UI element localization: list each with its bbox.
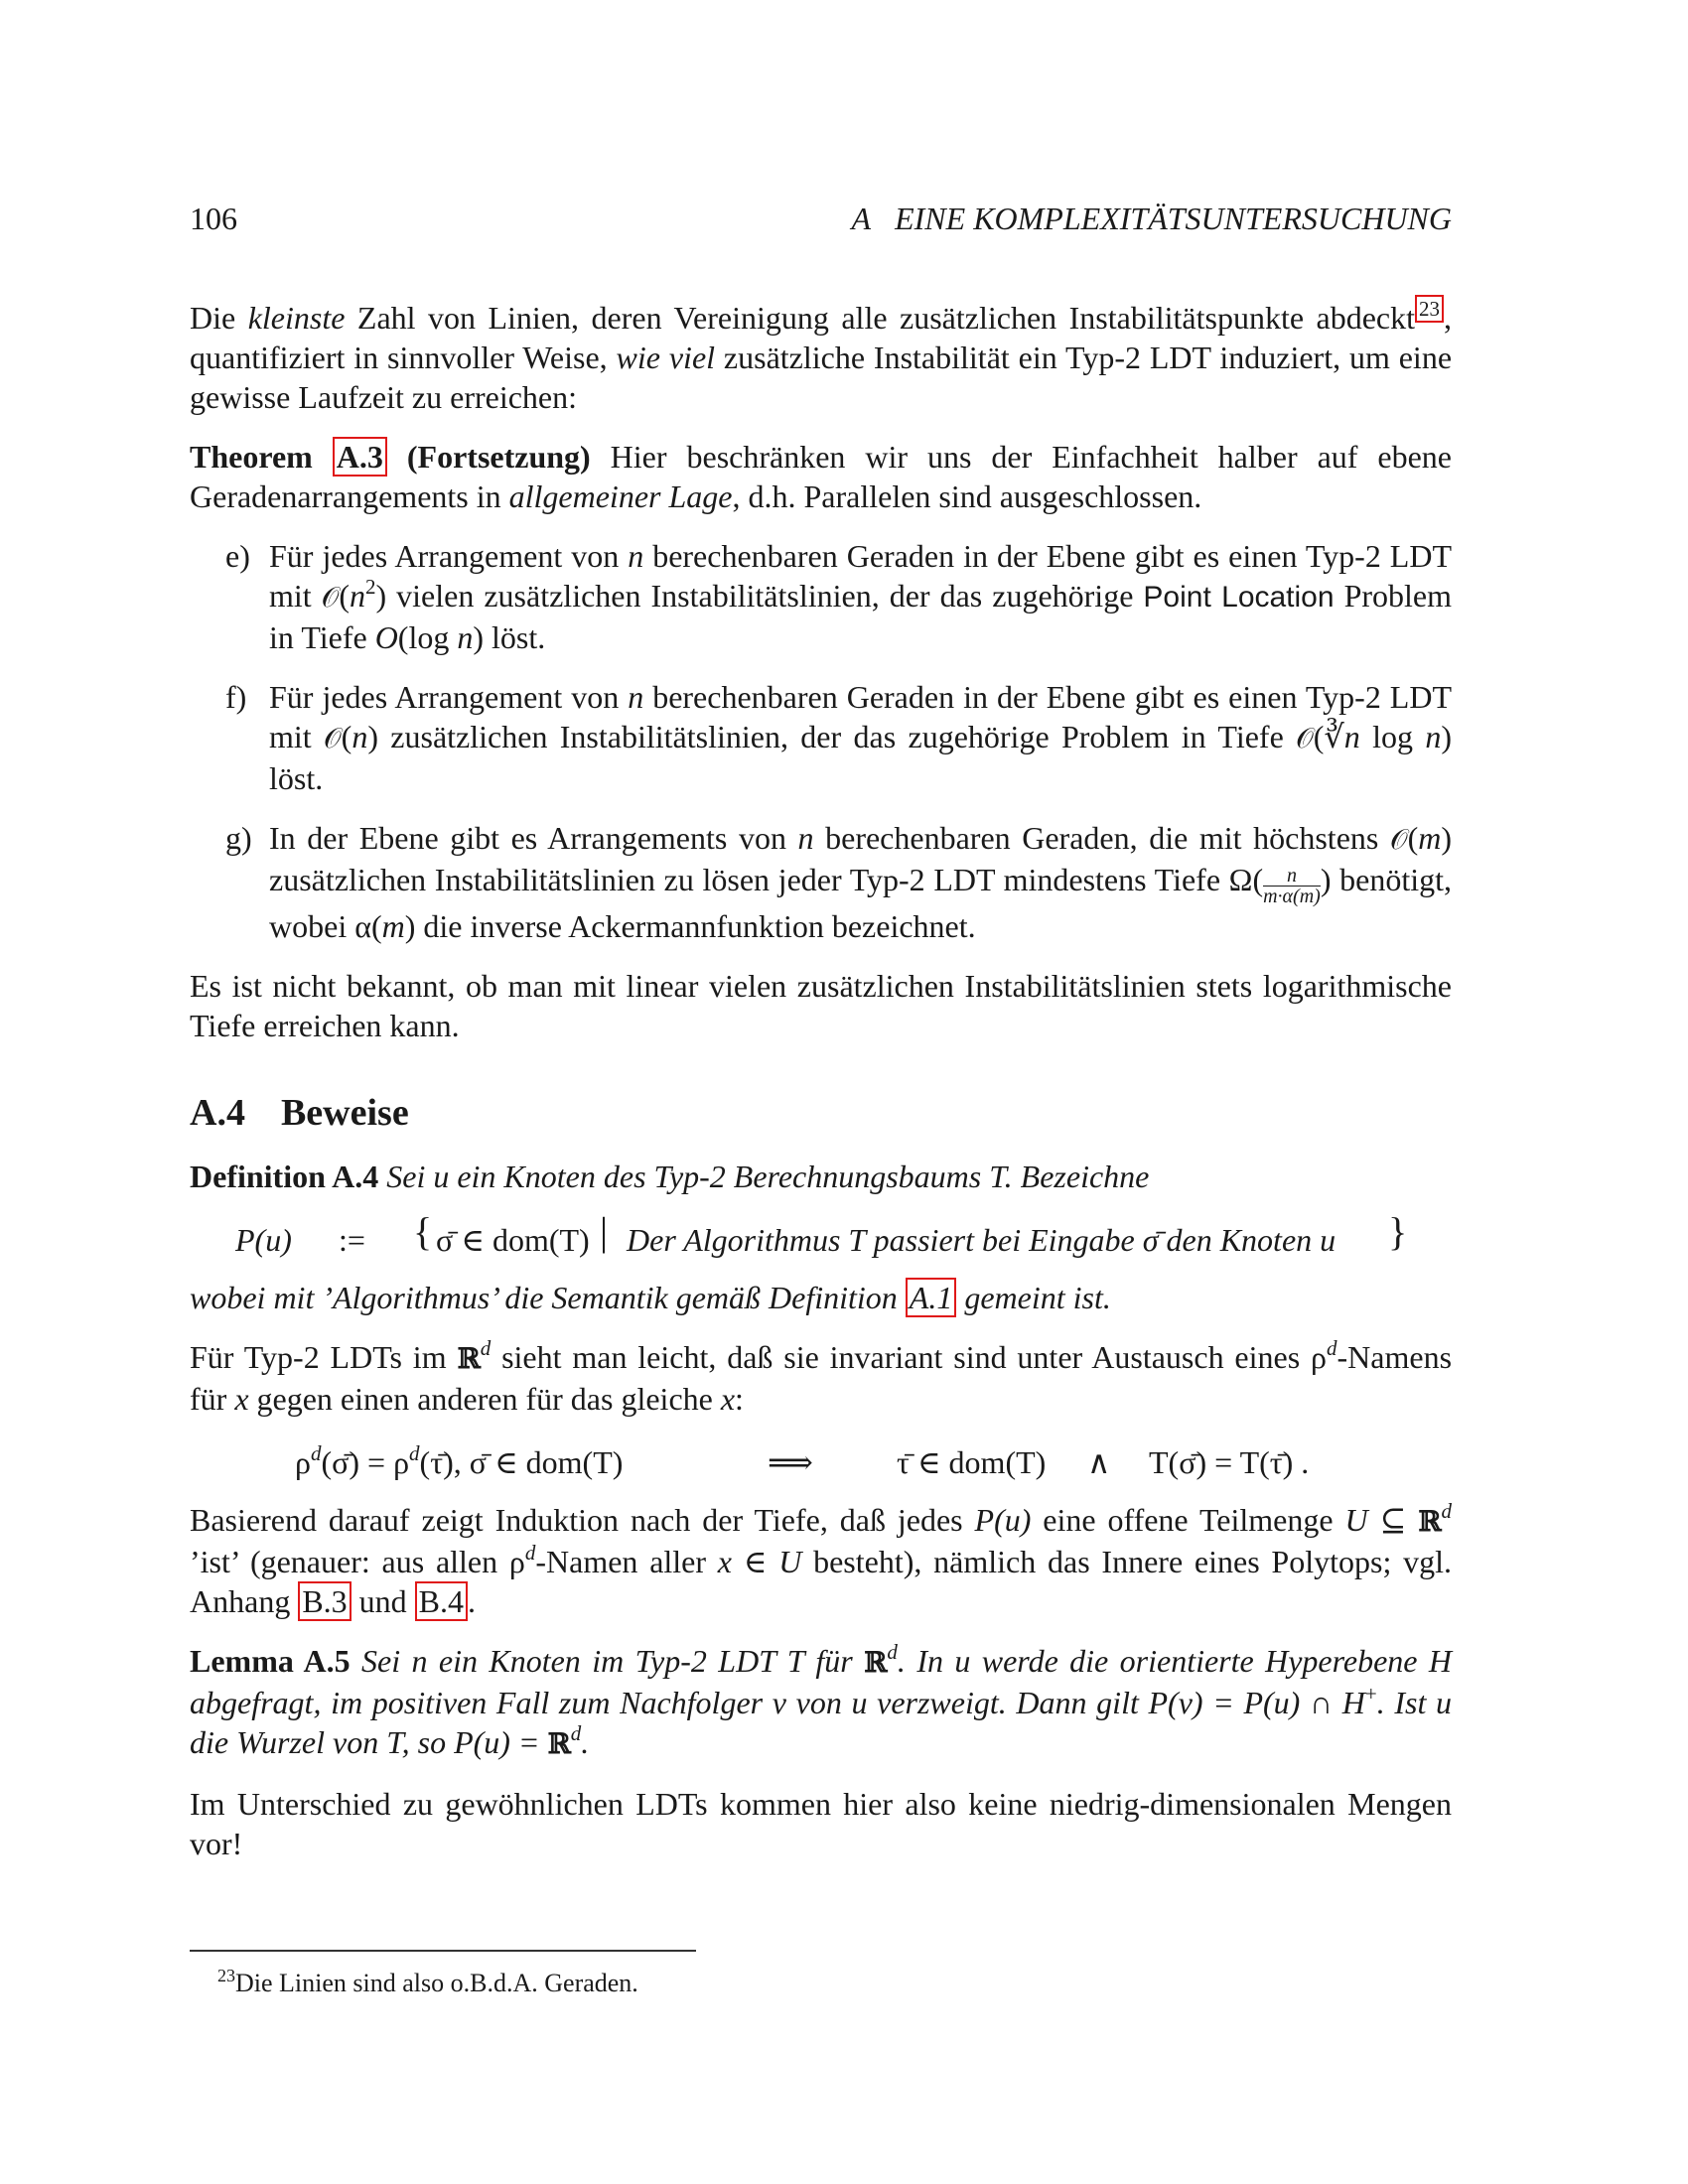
chapter-letter: A [851, 201, 872, 236]
footnote-ref-link[interactable]: 23 [1415, 295, 1444, 323]
remark-paragraph: Es ist nicht bekannt, ob man mit linear vielen zusätzlichen Instabilitätslinien stets logarithmische Tiefe erreichen kann. [190, 968, 1452, 1043]
chapter-title: EINE KOMPLEXITÄTSUNTERSUCHUNG [895, 201, 1452, 236]
section-heading: A.4 Beweise [190, 1092, 409, 1134]
theorem-statement: Theorem A.3 (Fortsetzung) Hier beschränken wir uns der Einfachheit halber auf ebene Geradenarrangements in allgemeiner Lage, d.h. Parallelen sind ausgeschlossen. [190, 439, 1453, 514]
list-item: e) Für jedes Arrangement von n berechenbaren Geraden in der Ebene gibt es einen Typ-2 LDT mit $𝒪(n^2)$ vielen zusätzlichen Instabilitätslinien, der das zugehörige Point Location Problem in Tiefe O(log n) löst. [225, 538, 1453, 655]
invariance-display: $\rho^d(\sigmā)$ = $\rho^d(\taū)$, σ̄ ∈ dom(T) ⟹ τ̄ ∈ dom(T) ∧ T(σ̄) = T(τ̄) . [295, 1441, 1310, 1480]
closing-remark: Im Unterschied zu gewöhnlichen LDTs kommen hier also keine niedrig-dimensionalen Mengen vor! [190, 1786, 1452, 1861]
theorem-items [190, 536, 1452, 946]
lemma-statement: Lemma A.5 Sei n ein Knoten im Typ-2 LDT T für ℝ$^d$. In u werde die orientierte Hyperebene H abgefragt, im positiven Fall zum Nachfolger v von u verzweigt. Dann gilt P(v) = P(u) ∩ H+. Ist u die Wurzel von T, so P(u) = ℝ$^d$. [190, 1640, 1453, 1760]
footnote-rule [190, 1950, 696, 1952]
paragraph-induction: Basierend darauf zeigt Induktion nach der Tiefe, daß jedes P(u) eine offene Teilmenge U ⊆ ℝ$^d$ ’ist’ (genauer: aus allen $\rho^d$-Namen aller x ∈ U besteht), nämlich das Innere eines Polytops; vgl. Anhang B.3 und B.4 . [190, 1499, 1453, 1619]
definition-ref-link[interactable]: A.1 [906, 1278, 957, 1317]
body-text [190, 298, 1452, 1863]
page-number: 106 [190, 201, 237, 236]
paragraph-invariance: Für Typ-2 LDTs im ℝ$^d$ sieht man leicht, daß sie invariant sind unter Austausch eines $\rho^d$-Namens für x gegen einen anderen für das gleiche x: [190, 1336, 1453, 1417]
display-equation-left: $\rho^d(\sigmā)$ = $\rho^d(\taū)$, σ̄ ∈ dom(T) [295, 1441, 624, 1480]
appendix-ref-b3-link[interactable]: B.3 [298, 1581, 351, 1621]
intro-paragraph: Die kleinste Zahl von Linien, deren Vereinigung alle zusätzlichen Instabilitätspunkte abdeckt $^{23}$ , quantifiziert in sinnvoller Weise, wie viel zusätzliche Instabilität ein Typ-2 LDT induziert, um eine gewisse Laufzeit zu erreichen: [190, 297, 1453, 415]
fraction: $\frac{n}{m\cdot\alpha(m)}$ [1263, 865, 1321, 907]
running-head [852, 199, 1452, 238]
definition-display: P(u) := { σ̄ ∈ dom(T) | Der Algorithmus T passiert bei Eingabe σ̄ den Knoten u } [235, 1209, 1408, 1258]
definition-statement: Definition A.4 Sei u ein Knoten des Typ-2 Berechnungsbaums T. Bezeichne [190, 1159, 1150, 1194]
footnote: $^{23}$Die Linien sind also o.B.d.A. Geraden. [217, 1966, 638, 1997]
list-item: f) Für jedes Arrangement von n berechenbaren Geraden in der Ebene gibt es einen Typ-2 LDT mit 𝒪(n) zusätzlichen Instabilitätslinien, der das zugehörige Problem in Tiefe 𝒪(∛n log n) löst. [225, 679, 1453, 796]
definition-continuation: wobei mit ’Algorithmus’ die Semantik gemäß Definition A.1 gemeint ist. [190, 1280, 1111, 1315]
page-header [190, 199, 1452, 240]
appendix-ref-b4-link[interactable]: B.4 [415, 1581, 468, 1621]
theorem-ref-link[interactable]: A.3 [333, 437, 387, 477]
list-item: g) In der Ebene gibt es Arrangements von n berechenbaren Geraden, die mit höchstens 𝒪(m) zusätzlichen Instabilitätslinien zu lösen jeder Typ-2 LDT mindestens Tiefe Ω( $\frac{n}{m\cdot\alpha(m)}$ ) benötigt, wobei α(m) die inverse Ackermannfunktion bezeichnet. [225, 820, 1453, 944]
